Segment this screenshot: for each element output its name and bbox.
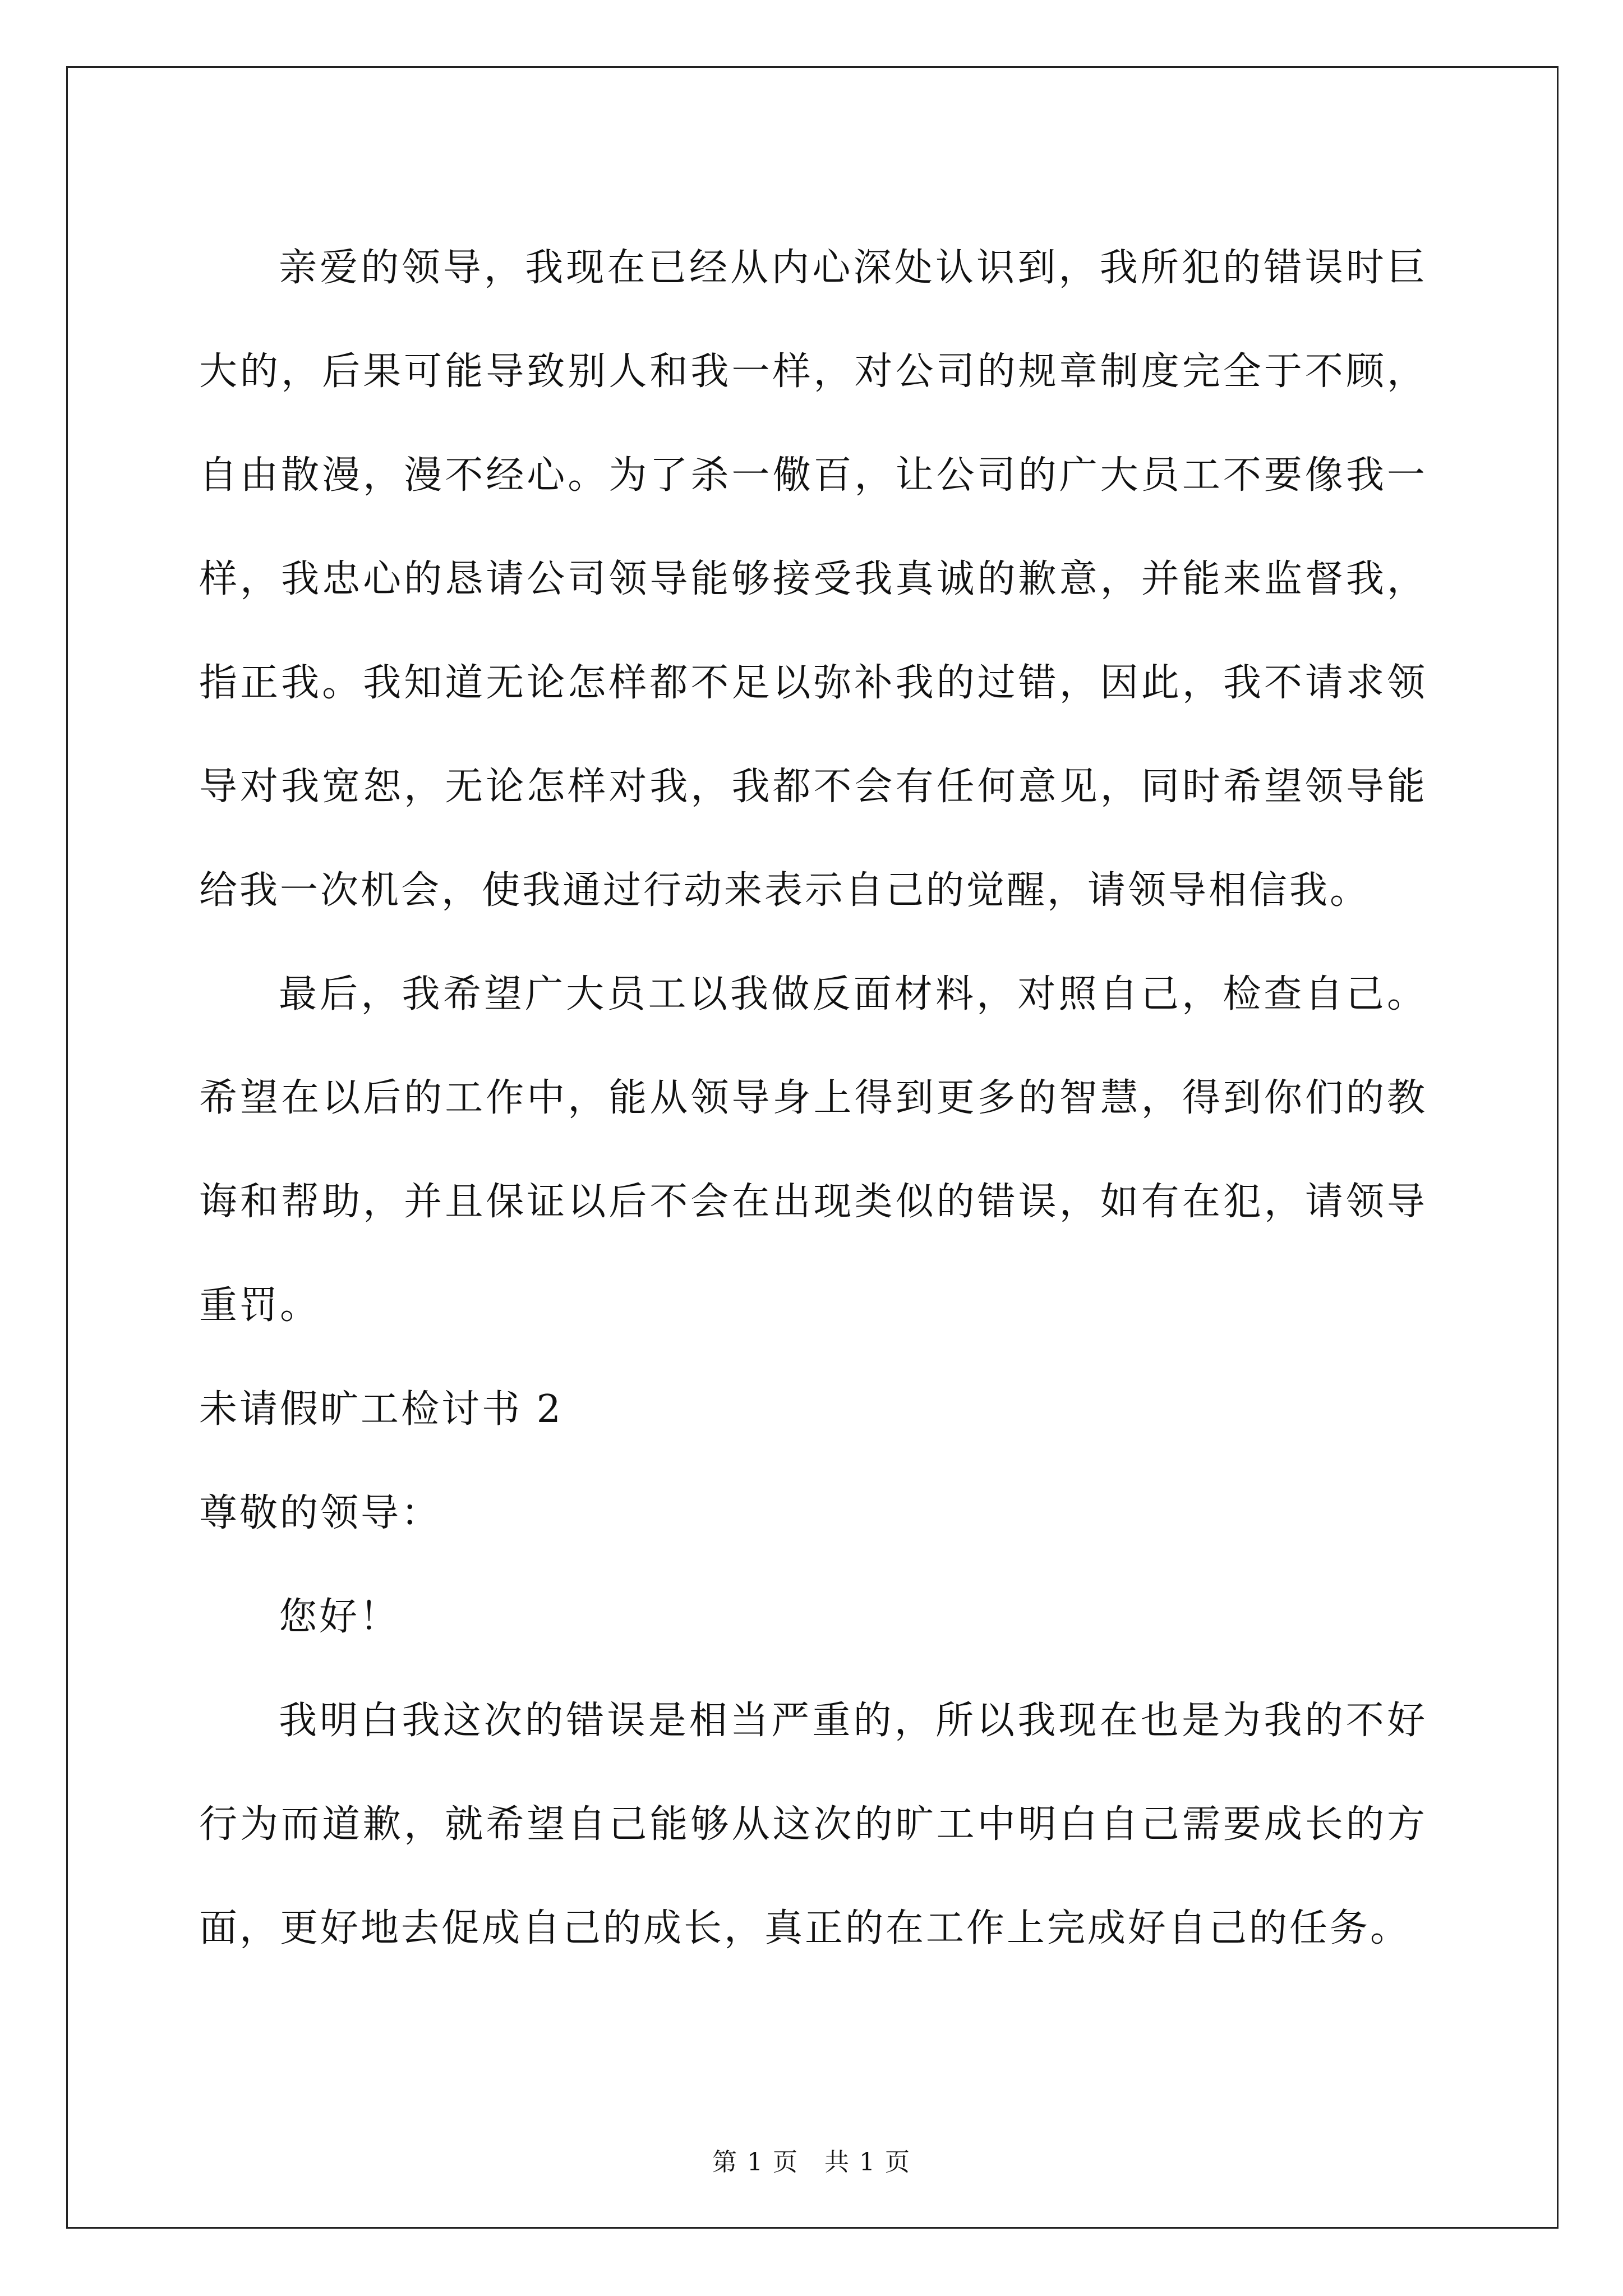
paragraph-body: 我明白我这次的错误是相当严重的，所以我现在也是为我的不好行为而道歉，就希望自己能够从这次的旷工中明白自己需要成长的方面，更好地去促成自己的成长，真正的在工作上完成好自己的任务。 [199,1699,1427,1950]
page-number-footer: 第 1 页 共 1 页 [712,2148,911,2177]
greeting: 您好！ [279,1595,400,1639]
salutation: 尊敬的领导： [199,1491,442,1535]
paragraph-conclusion: 最后，我希望广大员工以我做反面材料，对照自己，检查自己。希望在以后的工作中，能从领导身上得到更多的智慧，得到你们的教诲和帮助，并且保证以后不会在出现类似的错误，如有在犯，请领导重罚。 [199,972,1427,1328]
document-body [199,216,1427,1980]
section-title: 未请假旷工检讨书 2 [199,1387,563,1432]
paragraph-apology: 亲爱的领导，我现在已经从内心深处认识到，我所犯的错误时巨大的，后果可能导致别人和我一样，对公司的规章制度完全于不顾，自由散漫，漫不经心。为了杀一儆百，让公司的广大员工不要像我一样，我忠心的恳请公司领导能够接受我真诚的歉意，并能来监督我，指正我。我知道无论怎样都不足以弥补我的过错，因此，我不请求领导对我宽恕，无论怎样对我，我都不会有任何意见，同时希望领导能给我一次机会，使我通过行动来表示自己的觉醒，请领导相信我。 [199,246,1427,913]
